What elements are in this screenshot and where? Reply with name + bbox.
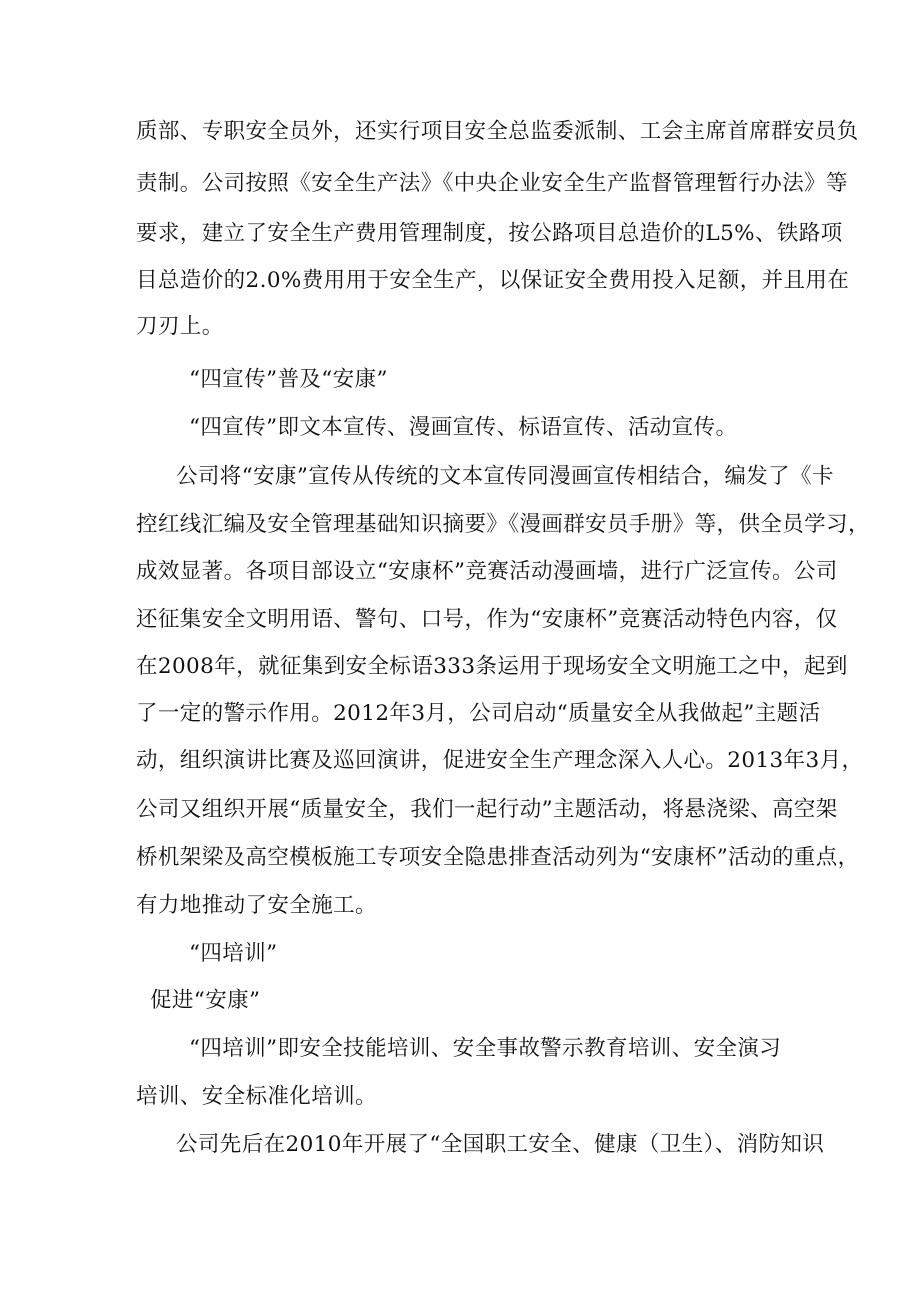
section-heading: “四宣传”普及“安康” bbox=[189, 367, 388, 392]
body-text-line: 了一定的警示作用。2012年3月，公司启动“质量安全从我做起”主题活 bbox=[136, 701, 821, 726]
body-text-line: “四宣传”即文本宣传、漫画宣传、标语宣传、活动宣传。 bbox=[189, 415, 738, 440]
body-text-line: 培训、安全标准化培训。 bbox=[136, 1084, 377, 1109]
body-text-line: “四培训”即安全技能培训、安全事故警示教育培训、安全演习 bbox=[189, 1036, 782, 1061]
body-text-line: 刀刃上。 bbox=[136, 314, 224, 339]
body-text-line: 质部、专职安全员外，还实行项目安全总监委派制、工会主席首席群安员负 bbox=[136, 119, 859, 144]
body-text-line: 动，组织演讲比赛及巡回演讲，促进安全生产理念深入人心。2013年3月， bbox=[136, 748, 864, 773]
body-text-line: 目总造价的2.0%费用用于安全生产，以保证安全费用投入足额，并且用在 bbox=[136, 268, 850, 293]
body-text-line: 公司将“安康”宣传从传统的文本宣传同漫画宣传相结合，编发了《卡 bbox=[176, 464, 834, 489]
body-text-line: 责制。公司按照《安全生产法》《中央企业安全生产监督管理暂行办法》等 bbox=[136, 171, 848, 196]
body-text-line: 还征集安全文明用语、警句、口号，作为“安康杯”竞赛活动特色内容，仅 bbox=[136, 607, 838, 632]
body-text-line: 在2008年，就征集到安全标语333条运用于现场安全文明施工之中，起到 bbox=[136, 654, 848, 679]
body-text-line: 桥机架梁及高空模板施工专项安全隐患排查活动列为“安康杯”活动的重点， bbox=[136, 845, 860, 870]
body-text-line: 公司又组织开展“质量安全，我们一起行动”主题活动，将悬浇梁、高空架 bbox=[136, 797, 838, 822]
section-heading: “四培训” bbox=[189, 941, 278, 966]
body-text-line: 控红线汇编及安全管理基础知识摘要》《漫画群安员手册》等，供全员学习， bbox=[136, 512, 870, 537]
body-text-line: 要求，建立了安全生产费用管理制度，按公路项目总造价的L5%、铁路项 bbox=[136, 221, 843, 246]
body-text-line: 成效显著。各项目部设立“安康杯”竞赛活动漫画墙，进行广泛宣传。公司 bbox=[136, 559, 838, 584]
section-heading: 促进“安康” bbox=[150, 988, 261, 1013]
body-text-line: 公司先后在2010年开展了“全国职工安全、健康（卫生）、消防知识 bbox=[176, 1132, 825, 1157]
body-text-line: 有力地推动了安全施工。 bbox=[136, 893, 377, 918]
